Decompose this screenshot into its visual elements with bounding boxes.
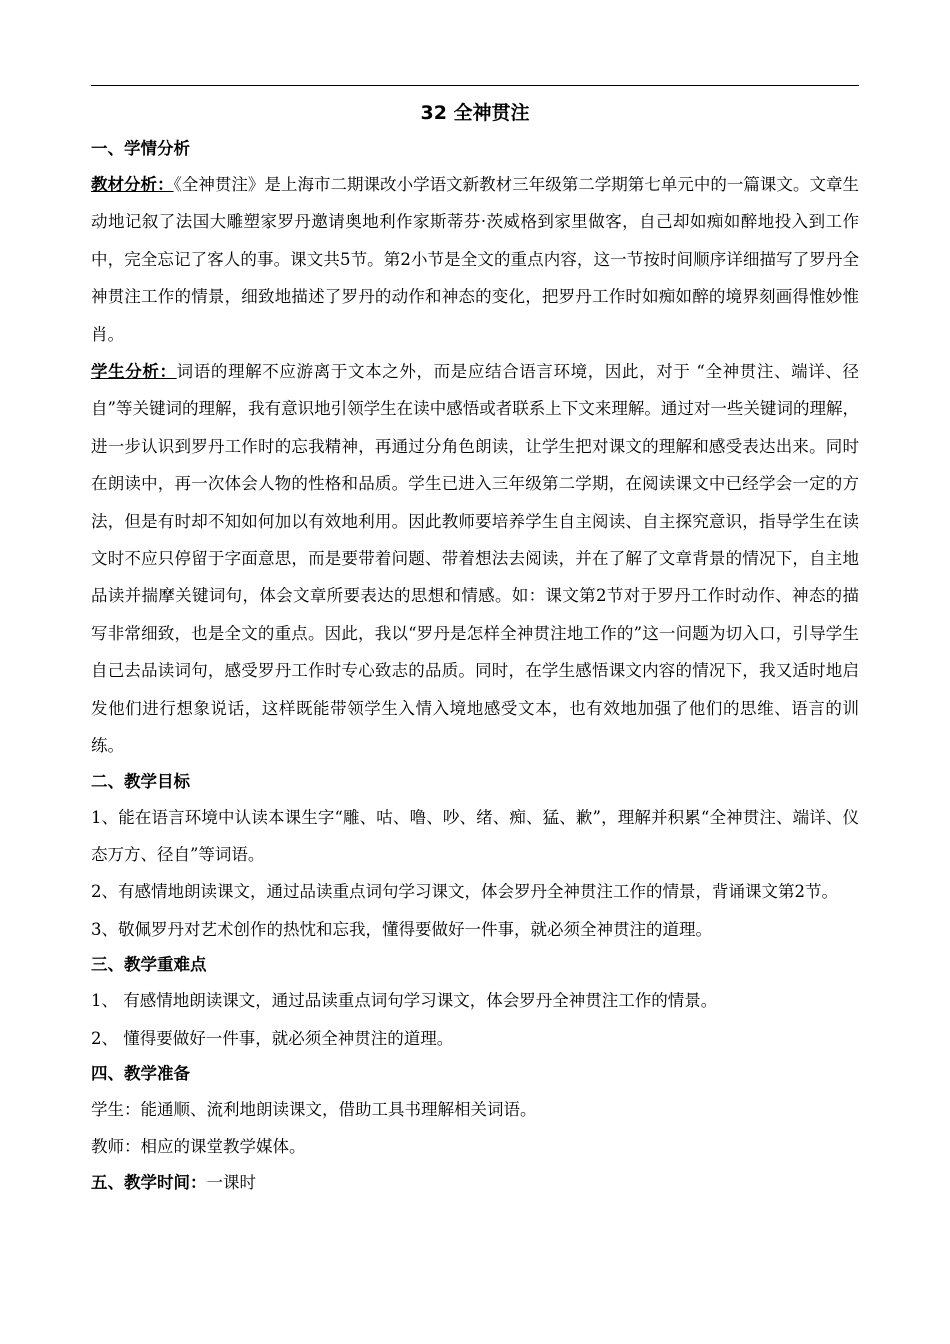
material-analysis-text: 《全神贯注》是上海市二期课改小学语文新教材三年级第二学期第七单元中的一篇课文。文章生动地记叙了法国大雕塑家罗丹邀请奥地利作家斯蒂芬·茨威格到家里做客，自己却如痴如醉地投入到工作中，完全忘记了客人的事。课文共5节。第2小节是全文的重点内容，这一节按时间顺序详细描写了罗丹全神贯注工作的情景，细致地描述了罗丹的动作和神态的变化，把罗丹工作时如痴如醉的境界刻画得惟妙惟肖。 — [91, 175, 860, 344]
student-analysis-label: 学生分析： — [91, 362, 177, 382]
document-body — [91, 132, 859, 1200]
material-analysis-label: 教材分析： — [91, 175, 174, 194]
section-heading-preparation: 四、教学准备 — [91, 1063, 190, 1083]
goal-item: 3、敬佩罗丹对艺术创作的热忱和忘我，懂得要做好一件事，就必须全神贯注的道理。 — [91, 919, 712, 939]
preparation-item: 学生：能通顺、流利地朗读课文，借助工具书理解相关词语。 — [91, 1099, 537, 1119]
goal-item: 2、有感情地朗读课文，通过品读重点词句学习课文，体会罗丹全神贯注工作的情景，背诵课文第2节。 — [91, 882, 838, 902]
section-heading-goals: 二、教学目标 — [91, 771, 190, 791]
key-point-item: 1、 有感情地朗读课文，通过品读重点词句学习课文，体会罗丹全神贯注工作的情景。 — [91, 991, 718, 1011]
teaching-time-line — [91, 1166, 859, 1200]
preparation-item: 教师：相应的课堂教学媒体。 — [91, 1137, 306, 1157]
material-analysis-paragraph — [91, 166, 859, 353]
section-heading-time: 五、教学时间： — [91, 1172, 207, 1192]
section-heading-key-points: 三、教学重难点 — [91, 955, 207, 975]
header-rule — [91, 85, 859, 86]
teaching-time-value: 一课时 — [206, 1172, 256, 1192]
student-analysis-paragraph — [91, 353, 859, 764]
goal-item: 1、能在语言环境中认读本课生字“雕、咕、噜、吵、绪、痴、猛、歉”，理解并积累“全神贯注、端详、仪态万方、径自”等词语。 — [91, 807, 859, 864]
student-analysis-text: 词语的理解不应游离于文本之外，而是应结合语言环境，因此，对于 “全神贯注、端详、径自”等关键词的理解，我有意识地引领学生在读中感悟或者联系上下文来理解。通过对一些关键词的理解，进一步认识到罗丹工作时的忘我精神，再通过分角色朗读，让学生把对课文的理解和感受表达出来。同时在朗读中，再一次体会人物的性格和品质。学生已进入三年级第二学期，在阅读课文中已经学会一定的方法，但是有时却不知如何加以有效地利用。因此教师要培养学生自主阅读、自主探究意识，指导学生在读文时不应只停留于字面意思，而是要带着问题、带着想法去阅读，并在了解了文章背景的情况下，自主地品读并揣摩关键词句，体会文章所要表达的思想和情感。如：课文第2节对于罗丹工作时动作、神态的描写非常细致，也是全文的重点。因此，我以“罗丹是怎样全神贯注地工作的”这一问题为切入口，引导学生自己去品读词句，感受罗丹工作时专心致志的品质。同时，在学生感悟课文内容的情况下，我又适时地启发他们进行想象说话，这样既能带领学生入情入境地感受文本，也有效地加强了他们的思维、语言的训练。 — [91, 362, 860, 756]
document-title: 32 全神贯注 — [420, 102, 530, 124]
key-point-item: 2、 懂得要做好一件事，就必须全神贯注的道理。 — [91, 1028, 454, 1048]
section-heading-analysis: 一、学情分析 — [91, 139, 190, 158]
